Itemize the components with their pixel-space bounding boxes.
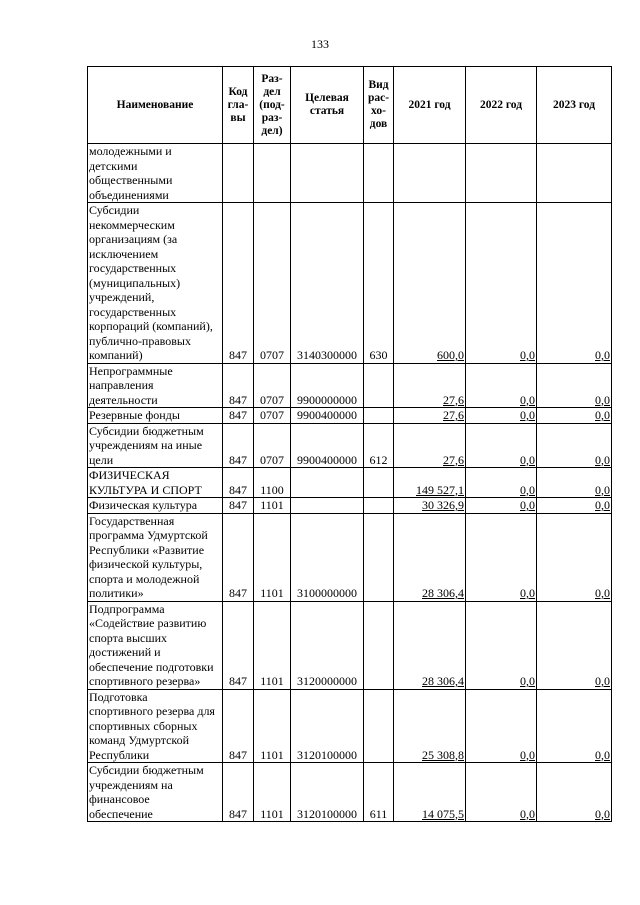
cell-section: 0707	[254, 408, 291, 424]
cell-target: 9900000000	[291, 363, 364, 408]
table-row	[88, 423, 612, 468]
cell-y2022: 0,0	[466, 468, 537, 498]
table-row	[88, 363, 612, 408]
cell-name: Субсидии бюджетным учреждениям на иные цели	[88, 423, 223, 468]
cell-y2022: 0,0	[466, 423, 537, 468]
cell-y2022: 0,0	[466, 363, 537, 408]
cell-y2021: 25 308,8	[394, 689, 466, 763]
table-row	[88, 144, 612, 203]
cell-y2021: 30 326,9	[394, 498, 466, 514]
cell-target: 3100000000	[291, 513, 364, 601]
cell-code: 847	[223, 408, 254, 424]
cell-y2022: 0,0	[466, 408, 537, 424]
cell-y2023: 0,0	[537, 363, 612, 408]
cell-name: Непрограммные направления деятельности	[88, 363, 223, 408]
cell-section: 0707	[254, 363, 291, 408]
cell-target: 9900400000	[291, 423, 364, 468]
cell-y2021	[394, 144, 466, 203]
cell-code: 847	[223, 468, 254, 498]
cell-y2021: 14 075,5	[394, 763, 466, 822]
cell-y2022: 0,0	[466, 763, 537, 822]
cell-y2022: 0,0	[466, 601, 537, 689]
cell-y2021: 27,6	[394, 408, 466, 424]
header-target: Целевая статья	[291, 67, 364, 144]
table-row	[88, 601, 612, 689]
cell-code: 847	[223, 513, 254, 601]
cell-name: Физическая культура	[88, 498, 223, 514]
page-number: 133	[311, 37, 329, 51]
cell-exp-type: 611	[364, 763, 394, 822]
cell-y2021: 28 306,4	[394, 513, 466, 601]
cell-target: 3140300000	[291, 203, 364, 364]
cell-target	[291, 498, 364, 514]
header-section: Раз- дел (под- раз- дел)	[254, 67, 291, 144]
cell-target: 3120100000	[291, 763, 364, 822]
cell-section: 1101	[254, 763, 291, 822]
cell-y2023	[537, 144, 612, 203]
cell-y2023: 0,0	[537, 513, 612, 601]
cell-y2023: 0,0	[537, 423, 612, 468]
cell-section: 1101	[254, 513, 291, 601]
cell-target: 9900400000	[291, 408, 364, 424]
table-row	[88, 763, 612, 822]
cell-y2023: 0,0	[537, 601, 612, 689]
cell-exp-type	[364, 363, 394, 408]
cell-exp-type	[364, 513, 394, 601]
cell-code: 847	[223, 423, 254, 468]
cell-y2022: 0,0	[466, 513, 537, 601]
cell-y2023: 0,0	[537, 498, 612, 514]
cell-code: 847	[223, 498, 254, 514]
cell-y2021: 149 527,1	[394, 468, 466, 498]
cell-target	[291, 468, 364, 498]
cell-name: Подготовка спортивного резерва для спортивных сборных команд Удмуртской Республики	[88, 689, 223, 763]
table-row	[88, 468, 612, 498]
cell-section: 0707	[254, 203, 291, 364]
cell-section: 1101	[254, 498, 291, 514]
cell-target	[291, 144, 364, 203]
cell-y2022: 0,0	[466, 203, 537, 364]
cell-exp-type: 612	[364, 423, 394, 468]
cell-y2021: 27,6	[394, 363, 466, 408]
cell-code: 847	[223, 363, 254, 408]
header-2021: 2021 год	[394, 67, 466, 144]
header-row	[88, 67, 612, 144]
table-row	[88, 498, 612, 514]
cell-y2021: 600,0	[394, 203, 466, 364]
budget-table	[87, 66, 612, 822]
header-2022: 2022 год	[466, 67, 537, 144]
table-row	[88, 408, 612, 424]
cell-section: 1100	[254, 468, 291, 498]
header-2023: 2023 год	[537, 67, 612, 144]
cell-code: 847	[223, 601, 254, 689]
cell-y2023: 0,0	[537, 203, 612, 364]
cell-section: 1101	[254, 689, 291, 763]
cell-section: 0707	[254, 423, 291, 468]
cell-exp-type	[364, 408, 394, 424]
cell-y2021: 28 306,4	[394, 601, 466, 689]
header-code: Код гла- вы	[223, 67, 254, 144]
table-row	[88, 689, 612, 763]
cell-y2022: 0,0	[466, 498, 537, 514]
cell-y2023: 0,0	[537, 468, 612, 498]
cell-name: Резервные фонды	[88, 408, 223, 424]
cell-exp-type	[364, 689, 394, 763]
table-row	[88, 203, 612, 364]
cell-name: Подпрограмма «Содействие развитию спорта высших достижений и обеспечение подготовки спортивного резерва»	[88, 601, 223, 689]
cell-name: Государственная программа Удмуртской Республики «Развитие физической культуры, спорта и молодежной политики»	[88, 513, 223, 601]
cell-code	[223, 144, 254, 203]
cell-y2022: 0,0	[466, 689, 537, 763]
cell-exp-type	[364, 468, 394, 498]
cell-y2023: 0,0	[537, 763, 612, 822]
header-name: Наименование	[88, 67, 223, 144]
cell-section	[254, 144, 291, 203]
cell-exp-type	[364, 601, 394, 689]
cell-y2021: 27,6	[394, 423, 466, 468]
cell-code: 847	[223, 763, 254, 822]
cell-name: Субсидии бюджетным учреждениям на финансовое обеспечение	[88, 763, 223, 822]
cell-name: молодежными и детскими общественными объединениями	[88, 144, 223, 203]
header-exp-type: Вид рас- хо- дов	[364, 67, 394, 144]
cell-name: Субсидии некоммерческим организациям (за исключением государственных (муниципальных) учреждений, государственных корпораций (компаний), публично-правовых компаний)	[88, 203, 223, 364]
cell-target: 3120100000	[291, 689, 364, 763]
cell-y2023: 0,0	[537, 408, 612, 424]
cell-exp-type	[364, 144, 394, 203]
cell-code: 847	[223, 203, 254, 364]
cell-exp-type: 630	[364, 203, 394, 364]
table-row	[88, 513, 612, 601]
cell-name: ФИЗИЧЕСКАЯ КУЛЬТУРА И СПОРТ	[88, 468, 223, 498]
cell-code: 847	[223, 689, 254, 763]
cell-exp-type	[364, 498, 394, 514]
cell-section: 1101	[254, 601, 291, 689]
cell-y2023: 0,0	[537, 689, 612, 763]
cell-target: 3120000000	[291, 601, 364, 689]
cell-y2022	[466, 144, 537, 203]
